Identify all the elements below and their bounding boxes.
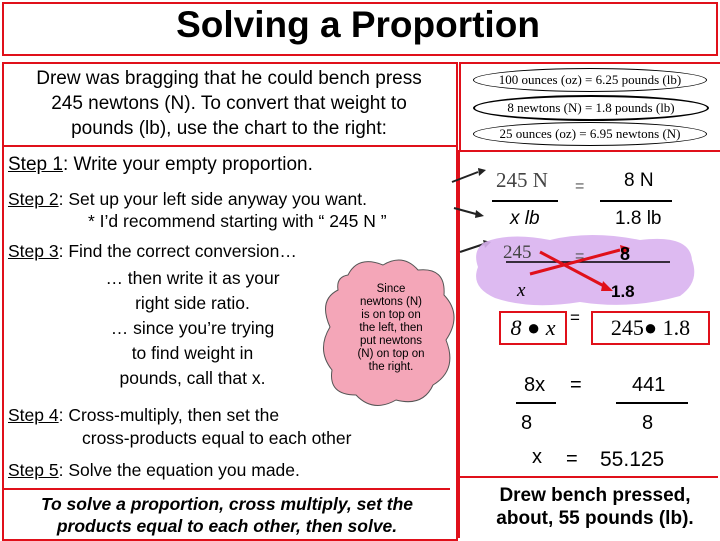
intro-line: 245 newtons (N). To convert that weight to	[51, 93, 407, 114]
step-4-text-2: cross-products equal to each other	[82, 428, 352, 448]
answer-text	[470, 484, 720, 530]
div-bar-left	[516, 402, 556, 404]
summary-line: To solve a proportion, cross multiply, set the	[40, 494, 414, 514]
div-num-right: 441	[632, 374, 666, 396]
div-equals: =	[570, 374, 582, 396]
divider	[2, 145, 456, 147]
step-3-line: … since you’re trying	[110, 318, 275, 338]
x-equals: =	[566, 448, 578, 470]
conversion-oz-n: 25 ounces (oz) = 6.95 newtons (N)	[473, 122, 707, 146]
step-4	[8, 404, 279, 426]
step-3-line: … then write it as your	[105, 268, 280, 288]
p1-num-left: 245 N	[496, 168, 548, 192]
div-num-left: 8x	[524, 374, 546, 396]
intro-line: Drew was bragging that he could bench press	[36, 68, 422, 89]
step-2-text: : Set up your left side anyway you want.	[58, 189, 367, 209]
step-2-label: Step 2	[8, 189, 59, 209]
p2-num-right: 8	[620, 244, 631, 264]
answer-line: about, 55 pounds (lb).	[496, 508, 694, 529]
step-4-text: : Cross-multiply, then set the	[58, 405, 280, 425]
bubble-line: the right.	[368, 361, 414, 373]
p1-bar-left	[492, 200, 558, 202]
step-1	[8, 154, 313, 176]
p2-equals: =	[575, 248, 585, 265]
step-5-text: : Solve the equation you made.	[58, 460, 300, 480]
div-bar-right	[616, 402, 688, 404]
conversion-oz-lb: 100 ounces (oz) = 6.25 pounds (lb)	[473, 68, 707, 92]
step-3-line: to find weight in	[131, 343, 254, 363]
bubble-line: Since	[376, 283, 406, 295]
p1-den-left	[510, 208, 540, 230]
bubble-line: is on top on	[361, 309, 421, 321]
p1-den-right: 1.8 lb	[615, 208, 662, 229]
div-den-left: 8	[521, 412, 533, 434]
bubble-line: the left, then	[359, 322, 423, 334]
bubble-line: (N) on top on	[357, 348, 425, 360]
bubble-line: put newtons	[359, 335, 422, 347]
x-variable: x	[532, 446, 542, 468]
step-1-text: : Write your empty proportion.	[62, 154, 313, 175]
p1-bar-right	[600, 200, 672, 202]
step-4-label: Step 4	[8, 405, 59, 425]
p2-den-left: x	[517, 280, 526, 301]
p2-den-right: 1.8	[611, 282, 635, 301]
summary-line: products equal to each other, then solve.	[56, 516, 398, 536]
x-value: 55.125	[600, 448, 665, 471]
intro-line: pounds (lb), use the chart to the right:	[71, 118, 387, 139]
step-5-label: Step 5	[8, 460, 59, 480]
step-2	[8, 188, 367, 210]
p2-num-left: 245	[503, 242, 532, 263]
bubble-line: newtons (N)	[360, 296, 422, 308]
bubble-text	[330, 283, 452, 374]
p1-equals: =	[575, 178, 585, 195]
answer-line: Drew bench pressed,	[499, 485, 691, 506]
intro-text	[6, 66, 452, 141]
step-1-label: Step 1	[8, 154, 63, 175]
cross-product-right: 245● 1.8	[591, 311, 710, 345]
step-3-line: pounds, call that x.	[119, 368, 266, 388]
step-3	[8, 240, 297, 262]
cross-product-left: 8 ● x	[499, 311, 567, 345]
page-title: Solving a Proportion	[176, 4, 540, 45]
p1-den-left-text: x lb	[510, 208, 540, 229]
summary-text	[6, 493, 448, 537]
step-3-label: Step 3	[8, 241, 59, 261]
step-3-detail	[90, 266, 295, 391]
p1-num-right: 8 N	[624, 170, 654, 191]
div-den-right: 8	[642, 412, 654, 434]
step-2-note: * I’d recommend starting with “ 245 N ”	[88, 211, 387, 231]
conversion-n-lb: 8 newtons (N) = 1.8 pounds (lb)	[473, 95, 709, 121]
step-3-text: : Find the correct conversion…	[58, 241, 297, 261]
cross-equals: =	[570, 308, 580, 327]
step-5	[8, 459, 300, 481]
step-3-line: right side ratio.	[135, 293, 250, 313]
answer-divider	[460, 476, 718, 478]
